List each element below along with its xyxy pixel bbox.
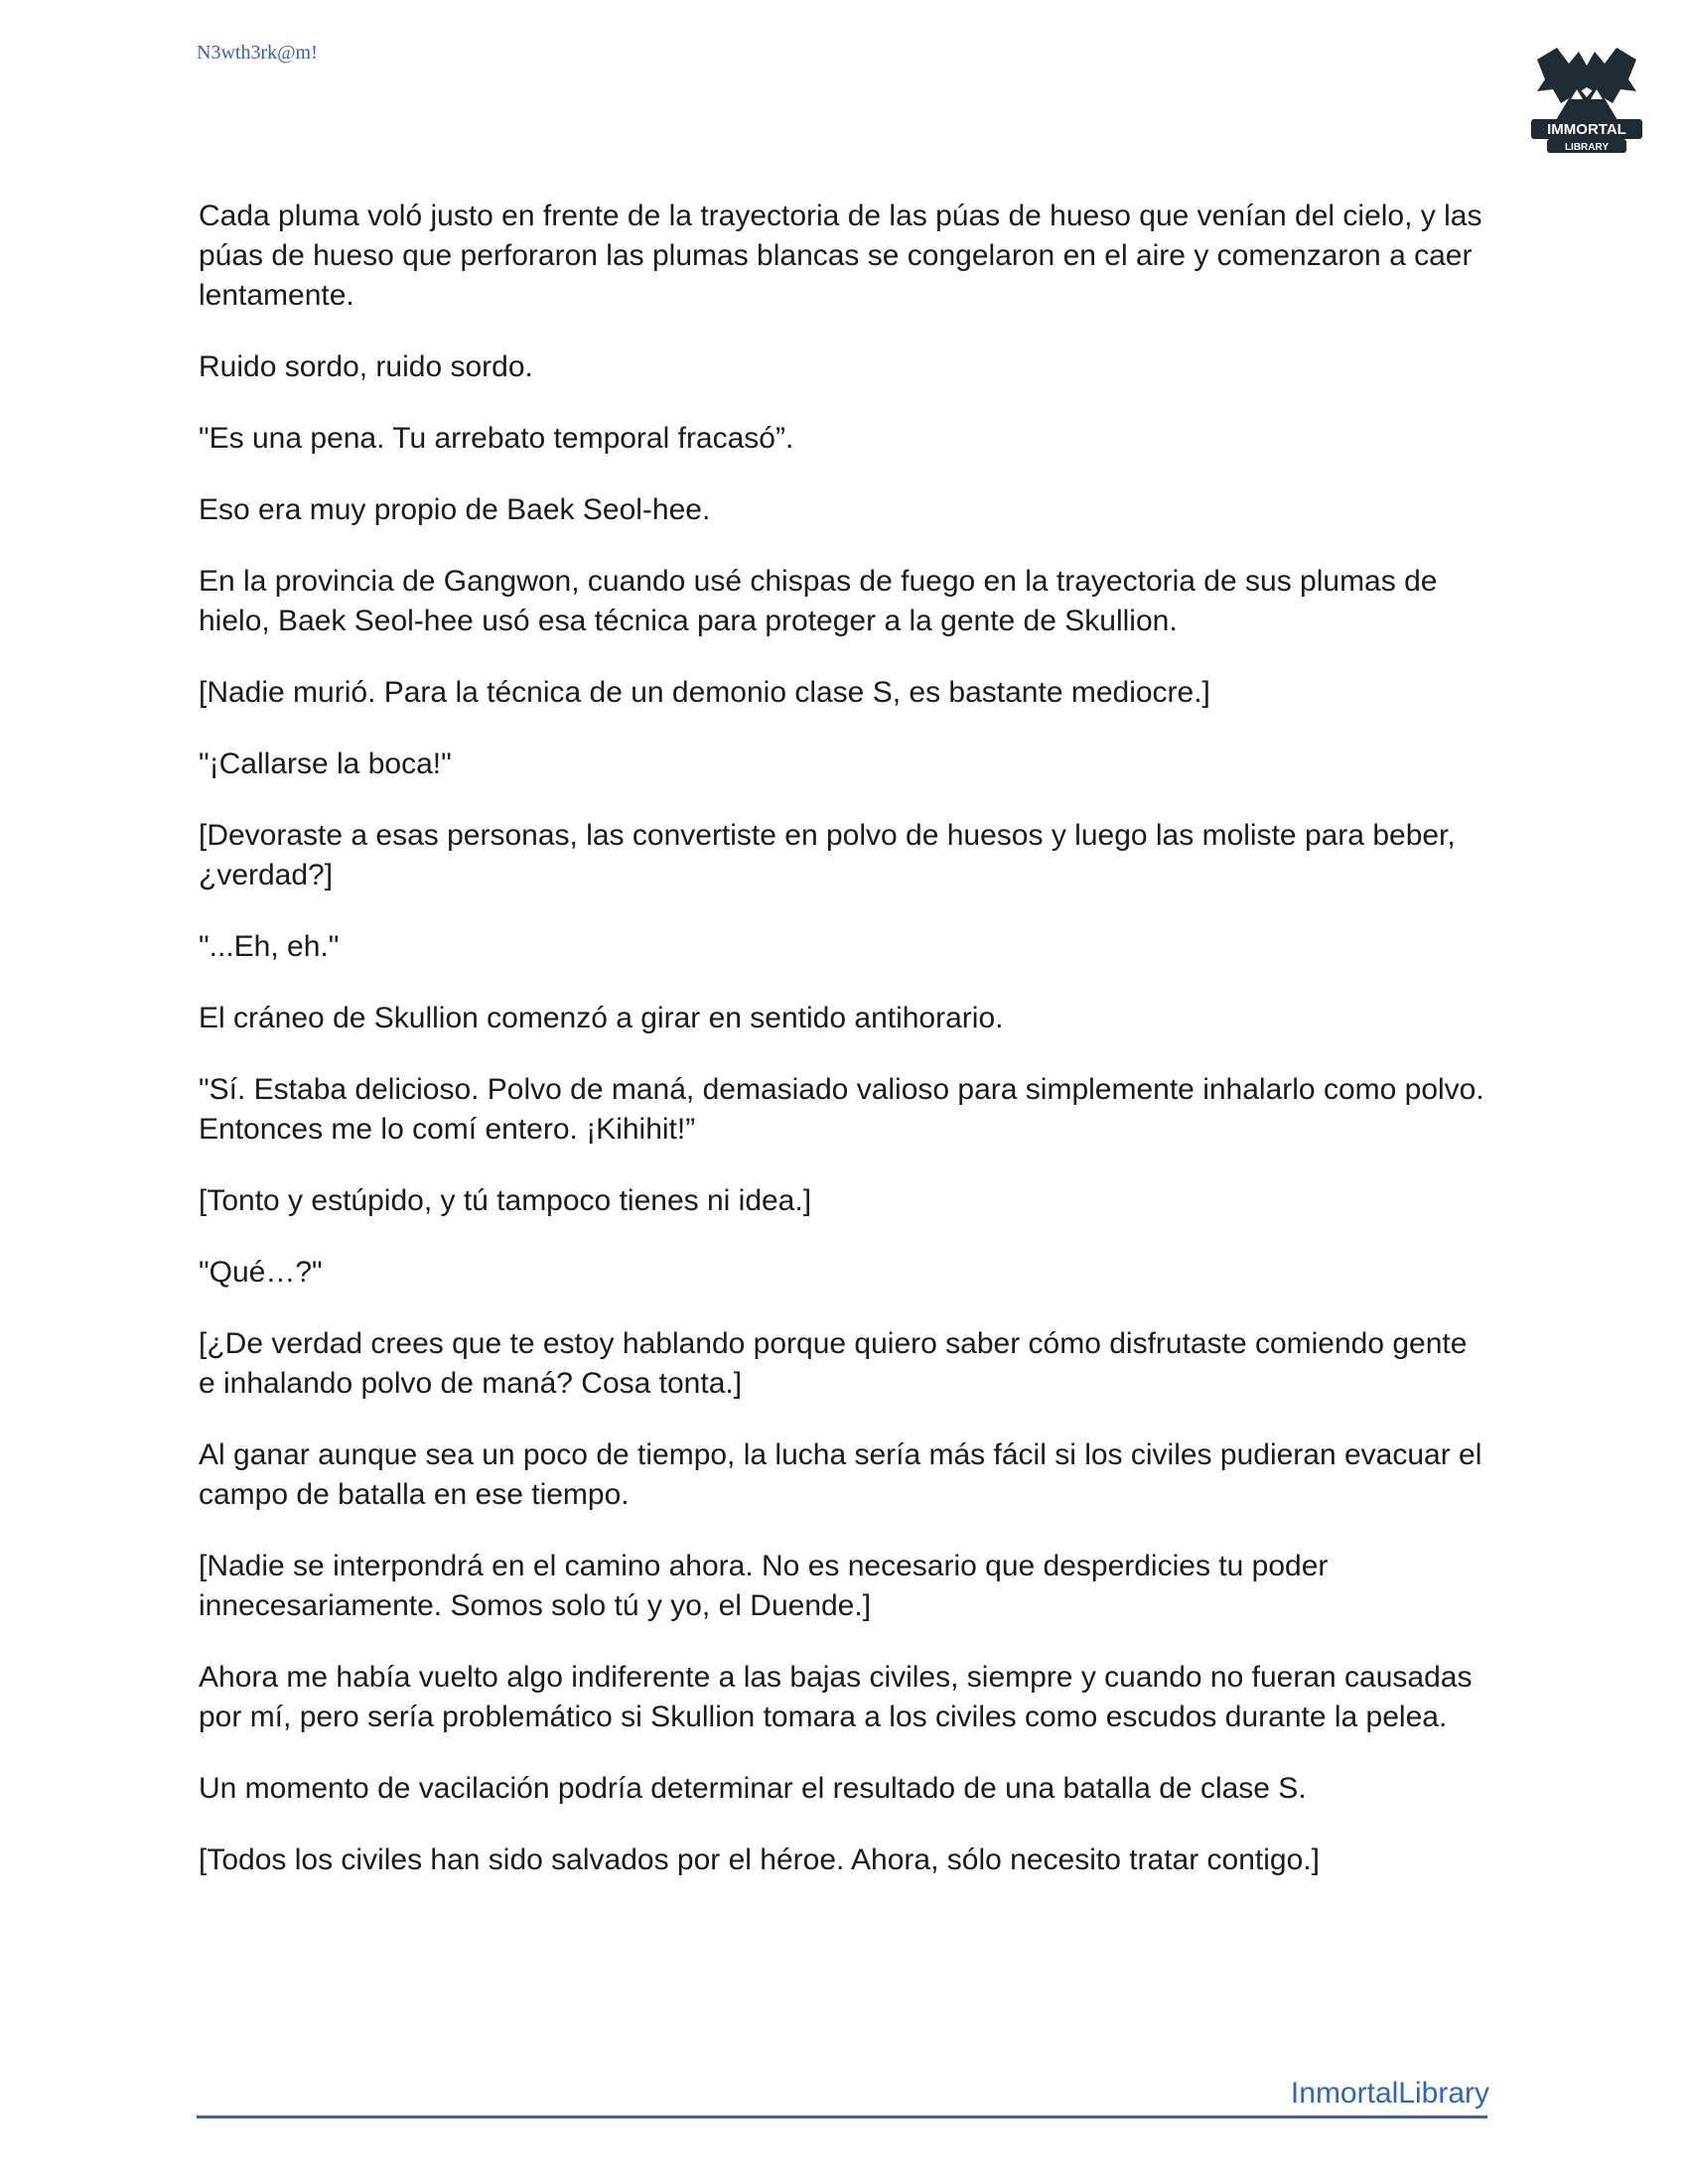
header-tag: N3wth3rk@m! — [197, 42, 318, 64]
paragraph: Ahora me había vuelto algo indiferente a las bajas civiles, siempre y cuando no fueran causadas por mí, pero sería problemático si Skullion tomara a los civiles como escudos durante la pelea. — [199, 1661, 1473, 1733]
paragraph: Al ganar aunque sea un poco de tiempo, la lucha sería más fácil si los civiles pudieran evacuar el campo de batalla en ese tiempo. — [199, 1438, 1482, 1511]
logo-text-top: IMMORTAL — [1547, 121, 1626, 138]
paragraph: Ruido sordo, ruido sordo. — [199, 350, 533, 383]
logo-text-bottom: LIBRARY — [1564, 142, 1610, 153]
paragraph: [Nadie se interpondrá en el camino ahora. No es necesario que desperdicies tu poder innecesariamente. Somos solo tú y yo, el Duende.] — [199, 1550, 1329, 1622]
chapter-text — [199, 197, 1489, 1912]
paragraph: "Qué…?" — [199, 1256, 323, 1289]
paragraph: El cráneo de Skullion comenzó a girar en sentido antihorario. — [199, 1002, 1004, 1034]
paragraph: "...Eh, eh." — [199, 930, 340, 963]
footer-rule — [197, 2116, 1487, 2118]
paragraph: Cada pluma voló justo en frente de la trayectoria de las púas de hueso que venían del cielo, y las púas de hueso que perforaron las plumas blancas se congelaron en el aire y comenzaron a caer lentamente. — [199, 200, 1482, 312]
paragraph: "Es una pena. Tu arrebato temporal fracasó”. — [199, 422, 794, 455]
paragraph: En la provincia de Gangwon, cuando usé chispas de fuego en la trayectoria de sus plumas de hielo, Baek Seol-hee usó esa técnica para proteger a la gente de Skullion. — [199, 565, 1438, 637]
paragraph: [Todos los civiles han sido salvados por el héroe. Ahora, sólo necesito tratar contigo.] — [199, 1843, 1320, 1876]
paragraph: "Sí. Estaba delicioso. Polvo de maná, demasiado valioso para simplemente inhalarlo como polvo. Entonces me lo comí entero. ¡Kihihit!” — [199, 1073, 1484, 1146]
paragraph: [¿De verdad crees que te estoy hablando porque quiero saber cómo disfrutaste comiendo gente e inhalando polvo de maná? Cosa tonta.] — [199, 1327, 1468, 1400]
paragraph: Eso era muy propio de Baek Seol-hee. — [199, 493, 711, 526]
footer-link[interactable]: InmortalLibrary — [1290, 2077, 1489, 2110]
paragraph: [Nadie murió. Para la técnica de un demonio clase S, es bastante mediocre.] — [199, 676, 1210, 709]
paragraph: "¡Callarse la boca!" — [199, 748, 452, 780]
paragraph: [Tonto y estúpido, y tú tampoco tienes ni idea.] — [199, 1184, 812, 1217]
paragraph: Un momento de vacilación podría determinar el resultado de una batalla de clase S. — [199, 1772, 1307, 1805]
immortal-library-logo — [1517, 30, 1656, 169]
paragraph: [Devoraste a esas personas, las convertiste en polvo de huesos y luego las moliste para beber, ¿verdad?] — [199, 819, 1456, 891]
dragon-crest-icon — [1517, 30, 1656, 169]
